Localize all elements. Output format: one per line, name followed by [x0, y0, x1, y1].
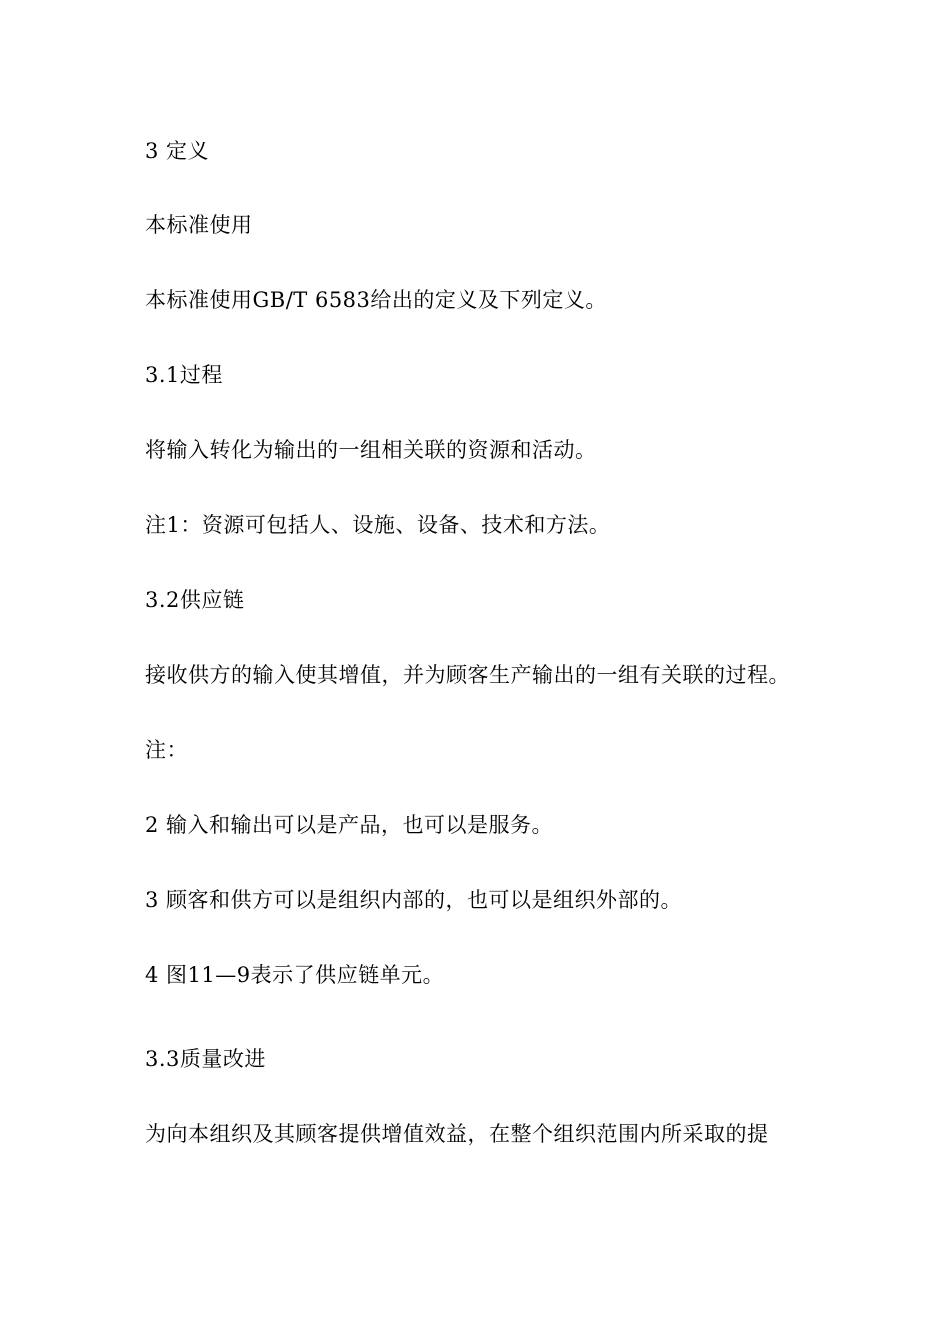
paragraph: 将输入转化为输出的一组相关联的资源和活动。	[145, 438, 597, 462]
subsection-heading-process: 3.1过程	[145, 363, 223, 387]
paragraph: 本标准使用GB/T 6583给出的定义及下列定义。	[145, 288, 607, 312]
note-item: 4 图11—9表示了供应链单元。	[145, 963, 445, 987]
subsection-heading-supply-chain: 3.2供应链	[145, 588, 245, 612]
note-item: 3 顾客和供方可以是组织内部的，也可以是组织外部的。	[145, 888, 683, 912]
paragraph: 本标准使用	[145, 213, 253, 237]
note-item: 2 输入和输出可以是产品，也可以是服务。	[145, 813, 554, 837]
note: 注1：资源可包括人、设施、设备、技术和方法。	[145, 513, 611, 537]
paragraph: 为向本组织及其顾客提供增值效益，在整个组织范围内所采取的提	[145, 1122, 769, 1146]
paragraph: 接收供方的输入使其增值，并为顾客生产输出的一组有关联的过程。	[145, 663, 790, 687]
note-label: 注：	[145, 738, 188, 762]
subsection-heading-quality-improvement: 3.3质量改进	[145, 1047, 266, 1071]
section-heading-definitions: 3 定义	[145, 139, 210, 163]
